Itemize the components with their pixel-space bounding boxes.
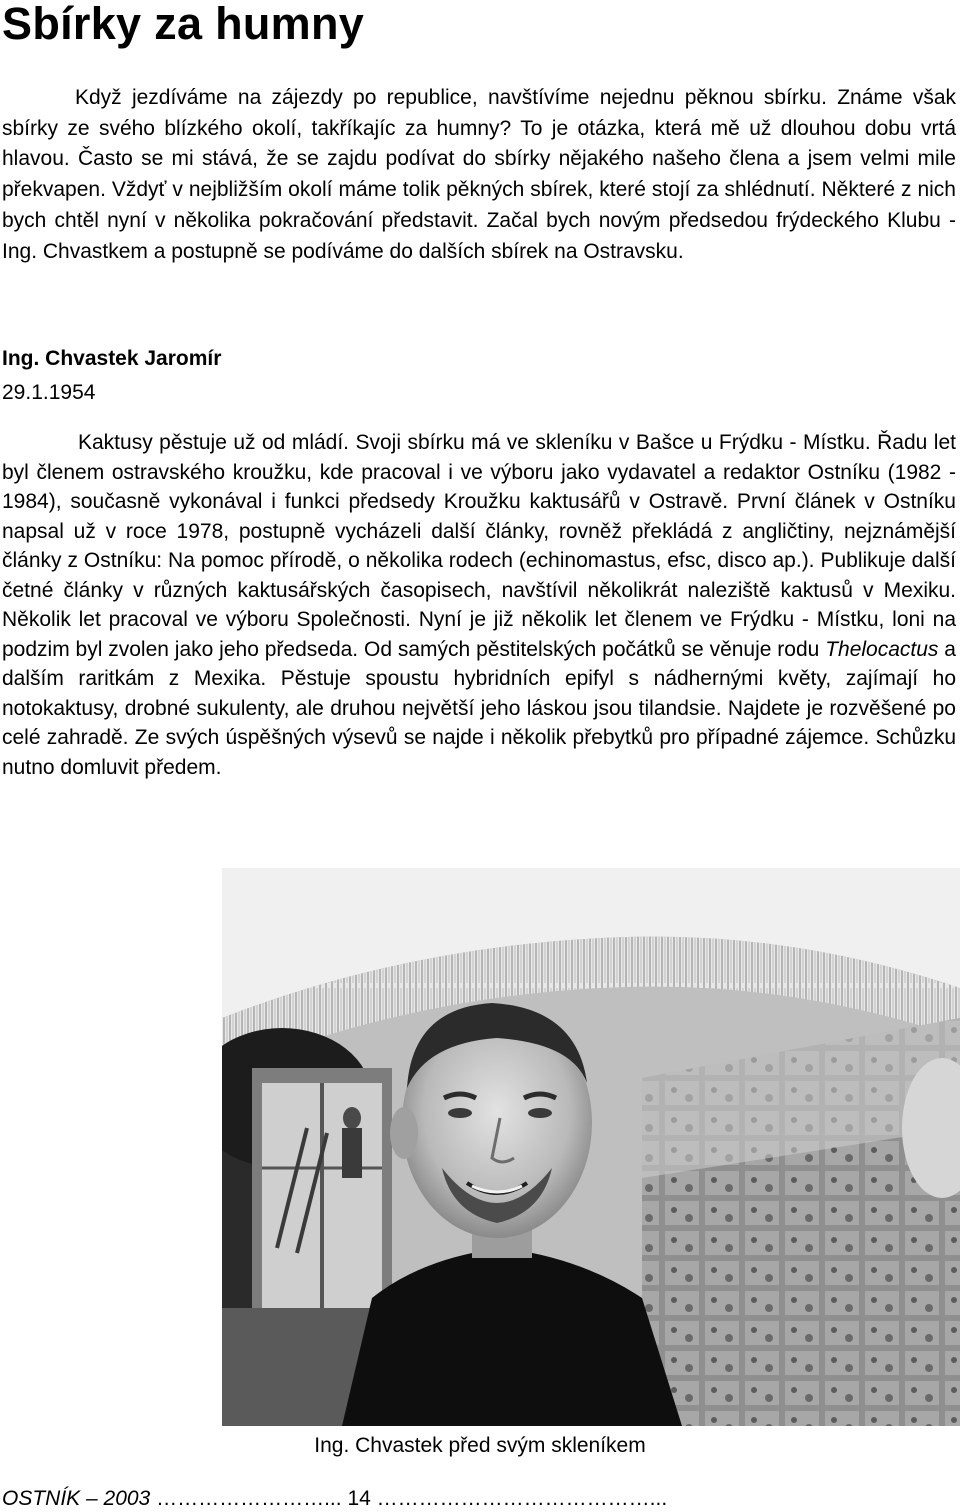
footer-leader-right: …………………………………... <box>376 1487 668 1510</box>
intro-text: Když jezdíváme na zájezdy po republice, navštívíme nejednu pěknou sbírku. Známe však sbírky ze svého blízkého okolí, takříkajíc za humny? To je otázka, která mě už dlouhou dobu vrtá hlavou. Často se mi stává, že se zajdu podívat do sbírky nějakého našeho člena a jsem velmi mile překvapen. Vždyť v nejbližším okolí máme tolik pěkných sbírek, které stojí za shlédnutí. Některé z nich bych chtěl nyní v několika pokračování představit. Začal bych novým předsedou frýdeckého Klubu - Ing. Chvastkem a postupně se podíváme do dalších sbírek na Ostravsku. <box>2 86 956 263</box>
footer-magazine: OSTNÍK – 2003 <box>2 1487 151 1510</box>
article-title: Sbírky za humny <box>2 0 365 49</box>
bio-text-part2: a dalším raritkám z Mexika. Pěstuje spoustu hybridních epifyl s nádhernými květy, zajímají ho notokaktusy, drobné sukulenty, ale druhou největší jeho láskou jsou tilandsie. Najdete je rozvěšené po celé zahradě. Ze svých úspěšných výsevů se najde i několik přebytků pro případné zájemce. Schůzku nutno domluvit předem. <box>2 637 956 779</box>
profile-birth-date: 29.1.1954 <box>2 381 96 404</box>
page-footer <box>2 1486 958 1512</box>
profile-bio <box>2 428 956 782</box>
photo-caption: Ing. Chvastek před svým skleníkem <box>314 1434 646 1457</box>
profile-name: Ing. Chvastek Jaromír <box>2 347 222 370</box>
intro-paragraph <box>2 83 956 267</box>
bio-text-part1: Kaktusy pěstuje už od mládí. Svoji sbírku má ve skleníku v Bašce u Frýdku - Místku. Řadu let byl členem ostravského kroužku, kde pracoval i ve výboru jako vydavatel a redaktor Ostníku (1982 - 1984), současně vykonával i funkci předsedy Kroužku kaktusářů v Ostravě. První článek v Ostníku napsal už v roce 1978, postupně vycházeli další články, rovněž překládá z angličtiny, nejznámější články z Ostníku: Na pomoc přírodě, o několika rodech (echinomastus, efsc, disco ap.). Publikuje další četné články v různých kaktusářských časopisech, navštívil několikrát naleziště kaktusů v Mexiku. Několik let pracoval ve výboru Společnosti. Nyní je již několik let členem ve Frýdku - Místku, loni na podzim byl zvolen jako jeho předseda. Od samých pěstitelských počátků se věnuje rodu <box>2 431 956 661</box>
footer-leader-left: ……………………... <box>156 1487 342 1510</box>
bio-genus-name: Thelocactus <box>825 637 939 661</box>
photo-illustration <box>222 868 960 1426</box>
page-number: 14 <box>347 1487 371 1510</box>
portrait-photo <box>222 868 960 1426</box>
